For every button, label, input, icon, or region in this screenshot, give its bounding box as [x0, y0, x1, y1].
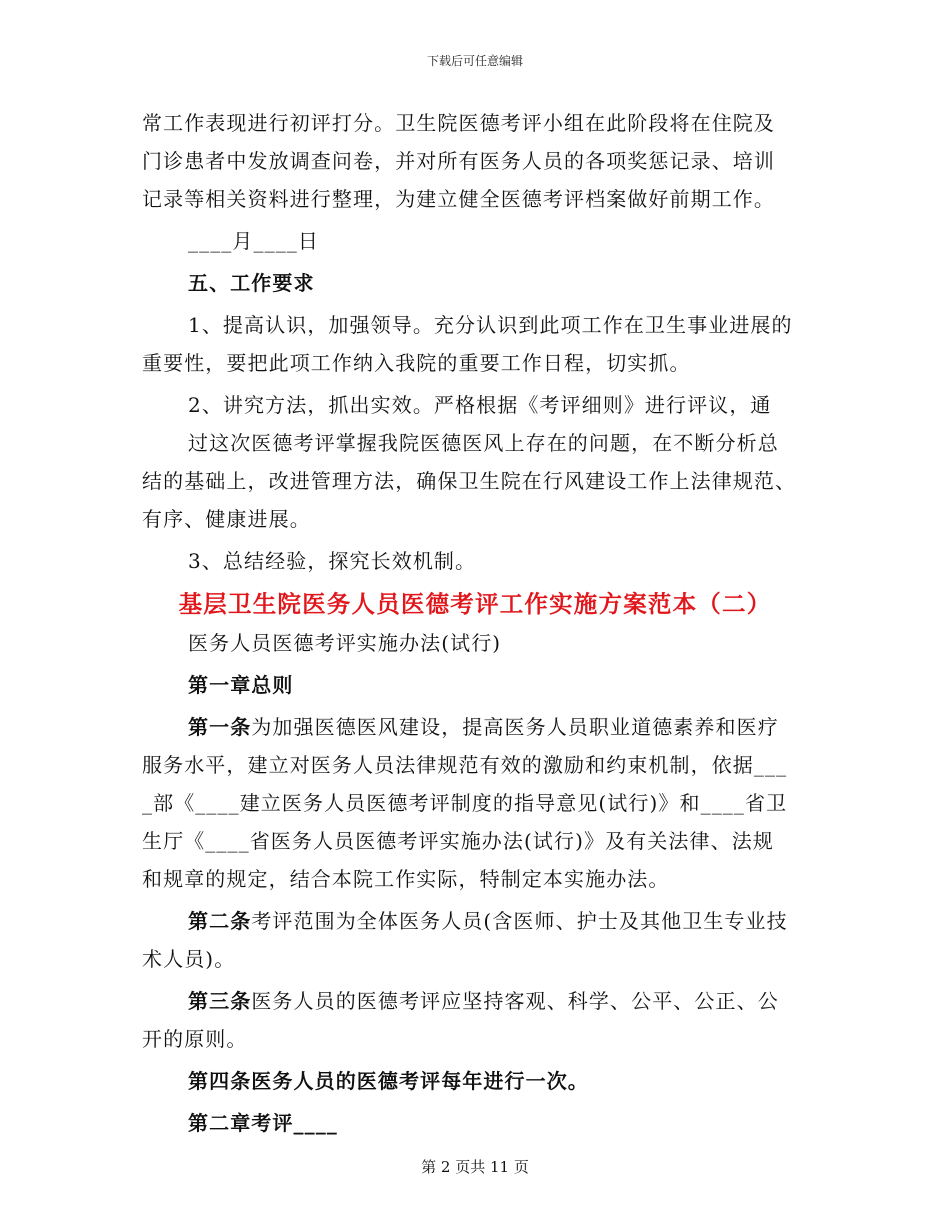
paragraph-line: 过这次医德考评掌握我院医德医风上存在的问题，在不断分析总: [188, 431, 779, 455]
blank-underline: ____: [293, 1111, 338, 1135]
article-text: 为加强医德医风建设，提高医务人员职业道德素养和医疗: [251, 715, 779, 739]
subtitle: 医务人员医德考评实施办法(试行): [188, 631, 502, 655]
paragraph-line: 结的基础上，改进管理方法，确保卫生院在行风建设工作上法律规范、: [142, 469, 797, 493]
article-text: 医务人员的医德考评应坚持客观、科学、公平、公正、公: [251, 989, 779, 1013]
paragraph-line: 开的原则。: [142, 1027, 248, 1051]
paragraph-line: 门诊患者中发放调查问卷，并对所有医务人员的各项奖惩记录、培训: [142, 149, 775, 173]
article-line: 第四条医务人员的医德考评每年进行一次。: [188, 1069, 589, 1093]
paragraph-line: 生厅《____省医务人员医德考评实施办法(试行)》及有关法律、法规: [142, 829, 774, 853]
paragraph-line: 2、讲究方法，抓出实效。严格根据《考评细则》进行评议，通: [188, 393, 772, 417]
article-label: 第三条: [188, 989, 252, 1013]
article-line: [142, 902, 808, 940]
article-line: [142, 982, 808, 1020]
article-line: [142, 708, 808, 746]
paragraph-line: 1、提高认识，加强领导。充分认识到此项工作在卫生事业进展的: [188, 313, 793, 337]
paragraph-line: 重要性，要把此项工作纳入我院的重要工作日程，切实抓。: [142, 351, 691, 375]
article-text: 考评范围为全体医务人员(含医师、护士及其他卫生专业技: [251, 909, 788, 933]
chapter-heading: [142, 1104, 808, 1142]
paragraph-line: 记录等相关资料进行整理，为建立健全医德考评档案做好前期工作。: [142, 187, 775, 211]
page-footer: 第 2 页共 11 页: [421, 1158, 529, 1176]
paragraph-line: 有序、健康进展。: [142, 507, 311, 531]
paragraph-line: 和规章的规定，结合本院工作实际，特制定本实施办法。: [142, 867, 670, 891]
paragraph-line: 服务水平，建立对医务人员法律规范有效的激励和约束机制，依据___: [142, 753, 788, 777]
article-label: 第二条: [188, 909, 252, 933]
paragraph-line: 术人员)。: [142, 947, 236, 971]
chapter-heading: 第一章总则: [188, 673, 294, 697]
paragraph-line: _部《____建立医务人员医德考评制度的指导意见(试行)》和____省卫: [142, 791, 788, 815]
chapter-heading-text: 第二章考评: [188, 1111, 294, 1135]
paragraph-line: 常工作表现进行初评打分。卫生院医德考评小组在此阶段将在住院及: [142, 111, 775, 135]
page-header: 下载后可任意编辑: [426, 54, 523, 68]
date-line: ____月____日: [188, 229, 319, 253]
paragraph-line: 3、总结经验，探究长效机制。: [188, 549, 477, 573]
article-label: 第一条: [188, 715, 252, 739]
document-title: 基层卫生院医务人员医德考评工作实施方案范本（二）: [178, 590, 772, 618]
section-heading: 五、工作要求: [188, 271, 315, 295]
document-body: [142, 104, 808, 1142]
